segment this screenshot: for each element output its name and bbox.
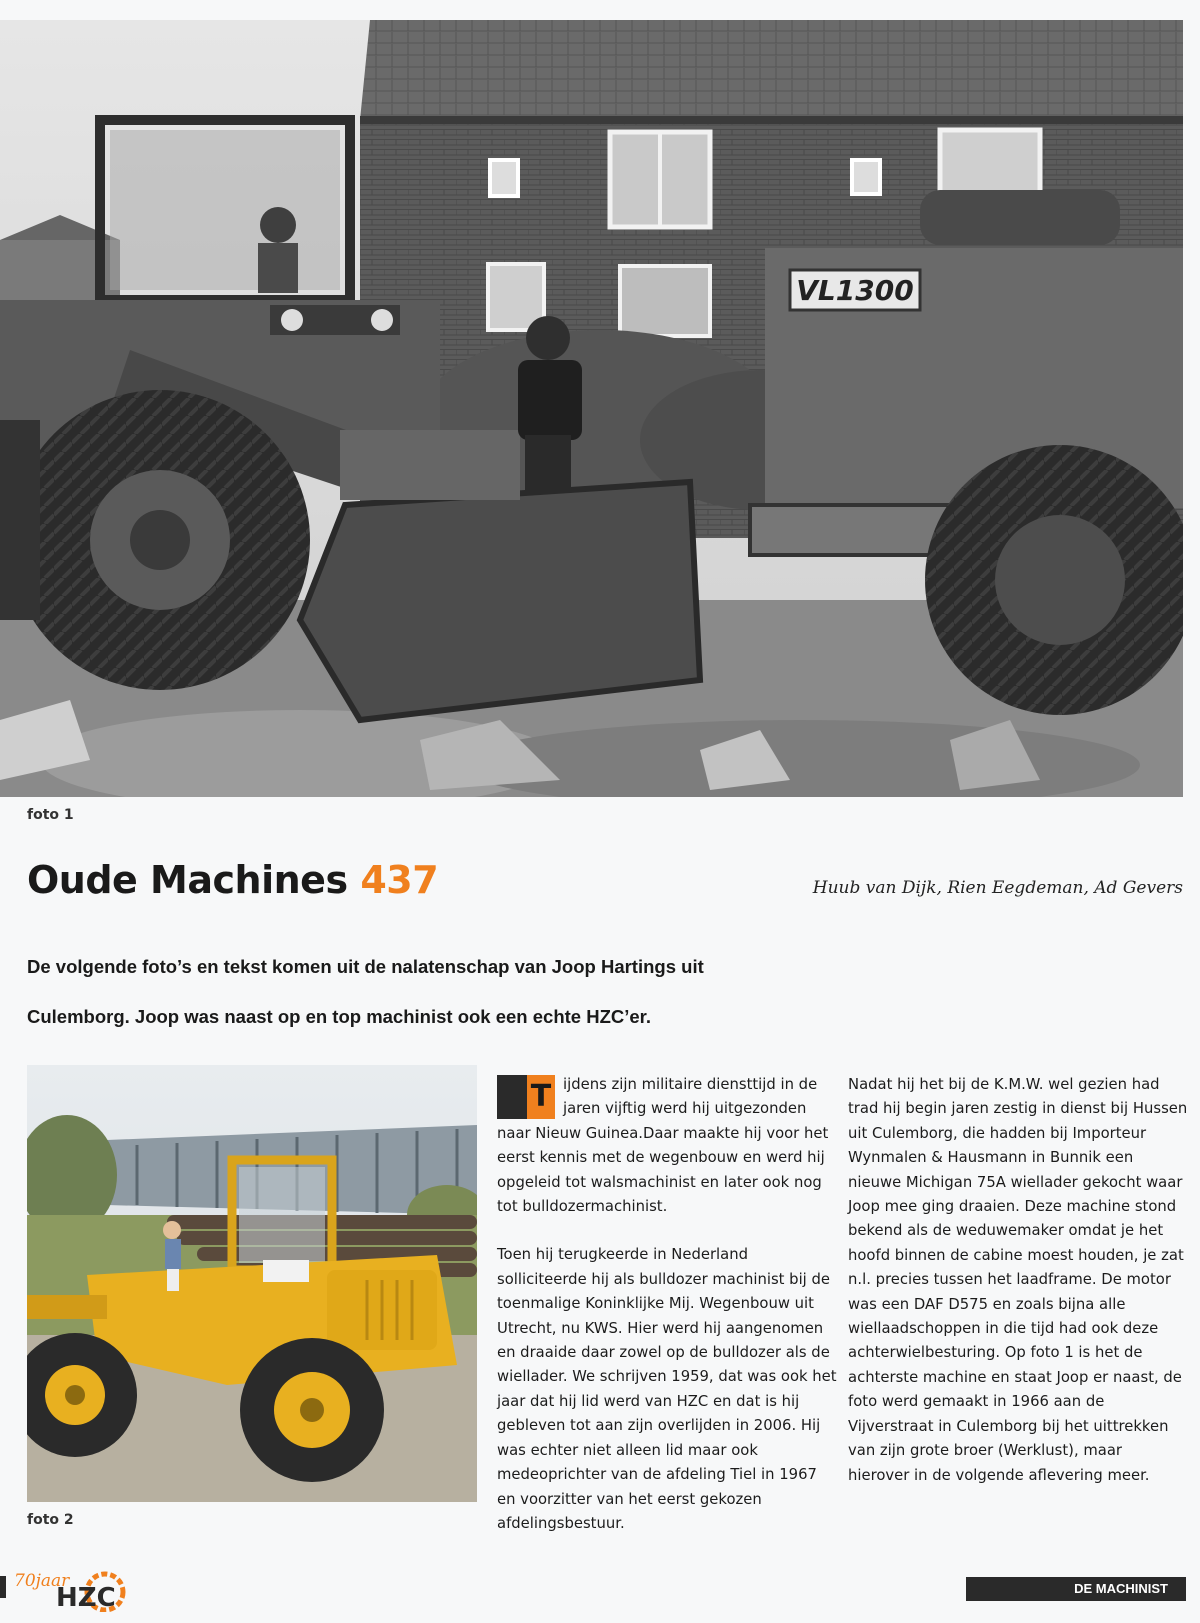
magazine-name-bar (966, 1577, 1186, 1601)
drop-cap (497, 1075, 555, 1119)
photo-2-yellow-loader (27, 1065, 477, 1502)
paragraph-1-text: ijdens zijn militaire diensttijd in de jaren vijftig werd hij uitgezonden naar Nieuw Guinea.Daar maakte hij voor het eerst kennis met de wegenbouw en werd hij opgeleid tot walsmachinist en later ook nog tot bulldozermachinist. (497, 1076, 829, 1216)
paragraph-3: Nadat hij het bij de K.M.W. wel gezien had trad hij begin jaren zestig in dienst bij Hussen uit Culemborg, die hadden bij Importeur Wynmalen & Hausmann in Bunnik een nieuwe Michigan 75A wiellader gekocht waar Joop mee ging draaien. Deze machine stond bekend als de weduwemaker omdat je het hoofd binnen de cabine moest houden, je zat n.l. precies tussen het laadframe. De motor was een DAF D575 en zoals bijna alle wiellaadschoppen in die tijd had ook deze achterwielbesturing. Op foto 1 is het de achterste machine en staat Joop er naast, de foto werd gemaakt in 1966 aan de Vijverstraat in Culemborg bij het uittrekken van zijn grote broer (Werklust), maar hierover in de volgende aflevering meer. (848, 1076, 1188, 1484)
article-title (27, 858, 438, 902)
authors: Huub van Dijk, Rien Eegdeman, Ad Gevers (812, 878, 1183, 898)
logo-years: 70jaar (14, 1571, 70, 1591)
article-column-2 (848, 1073, 1188, 1512)
photo-1-caption: foto 1 (27, 807, 74, 823)
photo-2-caption: foto 2 (27, 1512, 74, 1528)
paragraph-1 (497, 1073, 837, 1219)
title-number: 437 (360, 858, 439, 902)
article-column-1 (497, 1073, 837, 1560)
intro-paragraph (27, 942, 727, 1042)
title-text: Oude Machines (27, 858, 348, 902)
paragraph-2: Toen hij terugkeerde in Nederland solliciteerde hij als bulldozer machinist bij de toenmalige Koninklijke Mij. Wegenbouw uit Utrecht, nu KWS. Hier werd hij aangenomen en draaide daar zowel op de bulldozer als de wiellader. We schrijven 1959, dat was ook het jaar dat hij lid werd van HZC en dat is hij gebleven tot aan zijn overlijden in 2006. Hij was echter niet alleen lid maar ook medeoprichter van de afdeling Tiel in 1967 en voorzitter van het eerst gekozen afdelingsbestuur. (497, 1246, 837, 1532)
drop-cap-letter: T (527, 1075, 555, 1119)
intro-line-2: Culemborg. Joop was naast op en top machinist ook een echte HZC’er. (27, 1006, 651, 1027)
magazine-name: DE MACHINIST (1074, 1581, 1168, 1596)
intro-line-1: De volgende foto’s en tekst komen uit de nalatenschap van Joop Hartings uit (27, 956, 704, 977)
hzc-70-years-logo (0, 1562, 140, 1612)
logo-name: HZC (56, 1583, 116, 1612)
photo-1-wheel-loaders (0, 20, 1183, 797)
vl1300-label: VL1300 (796, 274, 914, 307)
